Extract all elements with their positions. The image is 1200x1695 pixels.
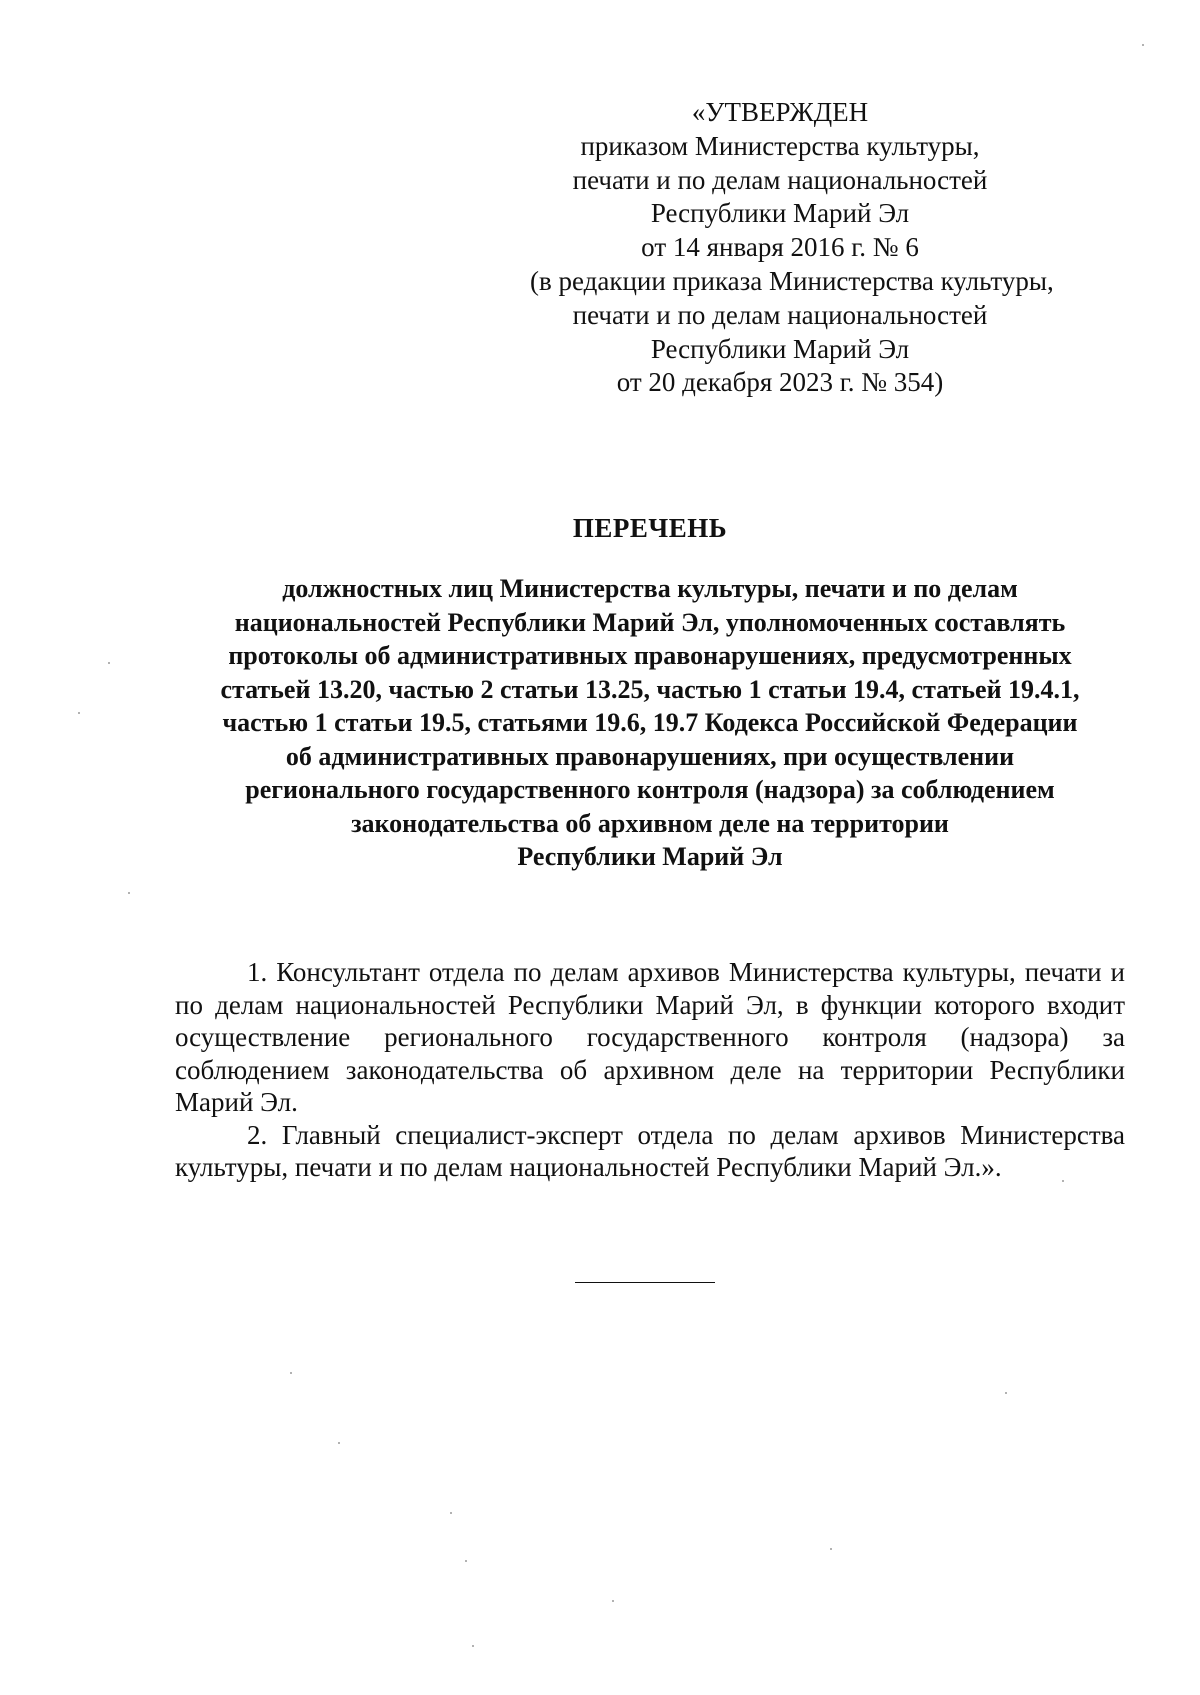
scan-speck <box>1062 1180 1064 1182</box>
scan-speck <box>465 1560 467 1562</box>
subtitle-line: об административных правонарушениях, при осуществлении <box>285 741 1015 771</box>
list-item: 2. Главный специалист-эксперт отдела по делам архивов Министерства культуры, печати и по делам национальностей Республики Марий Эл.». <box>175 1119 1125 1182</box>
subtitle-line: законодательства об архивном деле на территории <box>351 808 949 838</box>
subtitle-line: регионального государственного контроля (надзора) за соблюдением <box>245 775 1055 804</box>
scan-speck <box>450 1512 452 1514</box>
closing-divider <box>575 1282 715 1283</box>
document-subtitle <box>150 572 1150 874</box>
approval-block <box>530 96 1054 400</box>
subtitle-line: должностных лиц Министерства культуры, печати и по делам <box>282 574 1018 603</box>
scan-speck <box>108 662 110 664</box>
scan-speck <box>290 1372 292 1374</box>
approval-line: приказом Министерства культуры, <box>580 130 980 161</box>
subtitle-line: протоколы об административных правонарушениях, предусмотренных <box>228 641 1072 670</box>
approval-line: от 20 декабря 2023 г. № 354) <box>616 367 944 398</box>
document-title: ПЕРЕЧЕНЬ <box>572 513 728 543</box>
scan-speck <box>78 712 80 714</box>
subtitle-line: статьей 13.20, частью 2 статьи 13.25, частью 1 статьи 19.4, статьей 19.4.1, <box>220 674 1080 704</box>
scan-speck <box>830 1548 832 1550</box>
approval-line: печати и по делам национальностей <box>572 164 988 195</box>
scan-speck <box>128 892 130 894</box>
list-item: 1. Консультант отдела по делам архивов Министерства культуры, печати и по делам национальностей Республики Марий Эл, в функции которого входит осуществление регионального государственного контроля (надзора) за соблюдением законодательства об архивном деле на территории Республики Марий Эл. <box>175 957 1125 1117</box>
scan-speck <box>1142 44 1144 46</box>
scan-speck <box>1005 1392 1007 1394</box>
subtitle-line: частью 1 статьи 19.5, статьями 19.6, 19.7 Кодекса Российской Федерации <box>222 708 1078 737</box>
approval-line: от 14 января 2016 г. № 6 <box>641 232 919 263</box>
approval-line: (в редакции приказа Министерства культуры, <box>530 265 1054 296</box>
approval-line: Республики Марий Эл <box>650 333 910 364</box>
scan-speck <box>338 1442 340 1444</box>
approval-line: «УТВЕРЖДЕН <box>691 97 869 127</box>
approval-line: Республики Марий Эл <box>650 198 910 229</box>
scan-speck <box>612 1600 614 1602</box>
approval-line: печати и по делам национальностей <box>572 299 988 330</box>
document-body <box>175 956 1125 1184</box>
subtitle-line: Республики Марий Эл <box>517 842 783 871</box>
subtitle-line: национальностей Республики Марий Эл, уполномоченных составлять <box>234 607 1066 637</box>
scan-speck <box>472 1645 474 1647</box>
